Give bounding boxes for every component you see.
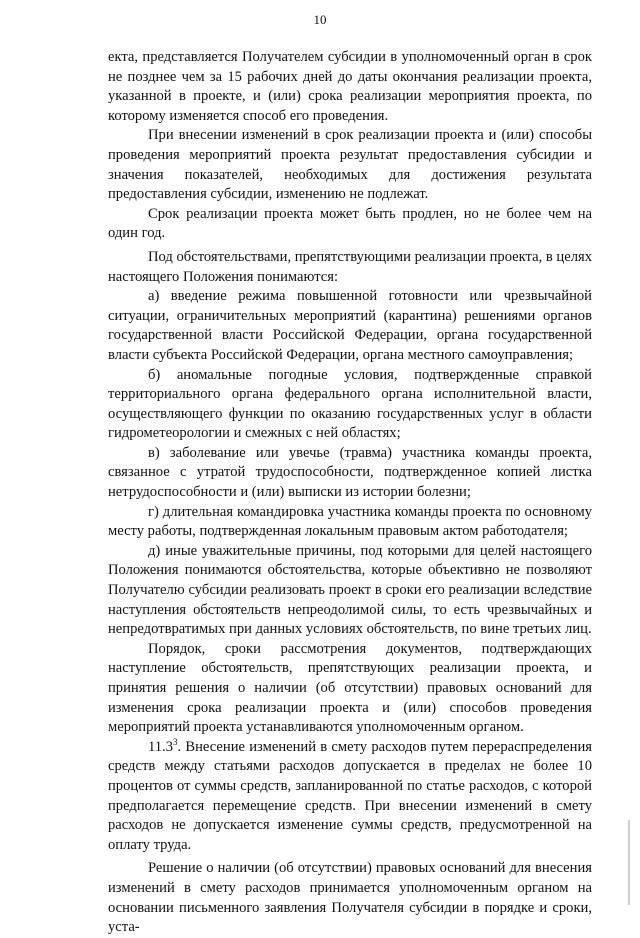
page-body [108, 48, 592, 938]
list-item-a: а) введение режима повышенной готовности или чрезвычайной ситуации, ограничительных мероприятий (карантина) решениями органов государственной власти Российской Федерации, органа государственной власти субъекта Российской Федерации, органа местного самоуправления; [108, 288, 592, 363]
page-number: 10 [313, 12, 327, 27]
clause-text: . Внесение изменений в смету расходов путем перераспределения средств между статьями расходов допускается в пределах не более 10 процентов от суммы средств, запланированной по статье расходов, с которой предполагается перемещение средств. При внесении изменений в смету расходов не допускается изменение суммы средств, предусмотренной на оплату труда. [108, 738, 592, 853]
paragraph: Порядок, сроки рассмотрения документов, подтверждающих наступление обстоятельств, препятствующих реализации проекта, и принятия решения о наличии (об отсутствии) правовых оснований для изменения срока реализации проекта и (или) способов проведения мероприятий проекта устанавливаются уполномоченным органом. [108, 640, 592, 736]
paragraph: При внесении изменений в срок реализации проекта и (или) способы проведения мероприятий проекта результат предоставления субсидии и значения показателей, необходимых для достижения результата предоставления субсидии, изменению не подлежат. [108, 127, 592, 203]
list-item-b: б) аномальные погодные условия, подтвержденные справкой территориального органа федерального органа исполнительной власти, осуществляющего функции по оказанию государственных услуг в области гидрометеорологии и смежных с ней областях; [108, 366, 592, 442]
paragraph: Срок реализации проекта может быть продлен, но не более чем на один год. [108, 205, 592, 242]
clause-11-3 [108, 738, 592, 856]
paragraph-continuation: екта, представляется Получателем субсидии в уполномоченный орган в срок не позднее чем за 15 рабочих дней до даты окончания реализации проекта, указанной в проекте, и (или) срока реализации мероприятия проекта, по которому изменяется способ его проведения. [108, 49, 592, 124]
paragraph-last: Решение о наличии (об отсутствии) правовых оснований для внесения изменений в смету расходов принимается уполномоченным органом на основании письменного заявления Получателя субсидии в порядке и сроки, уста- [108, 860, 592, 936]
list-item-v: в) заболевание или увечье (травма) участника команды проекта, связанное с утратой трудоспособности, подтвержденное копией листка нетрудоспособности и (или) выписки из истории болезни; [108, 444, 592, 501]
list-item-g: г) длительная командировка участника команды проекта по основному месту работы, подтвержденная локальным правовым актом работодателя; [108, 503, 592, 540]
paragraph: Под обстоятельствами, препятствующими реализации проекта, в целях настоящего Положения понимаются: [108, 248, 592, 285]
clause-number: 11.3 [148, 738, 173, 755]
clause-superscript: 3 [173, 736, 178, 747]
scan-edge-line [628, 820, 630, 905]
list-item-d: д) иные уважительные причины, под которыми для целей настоящего Положения понимаются обстоятельства, которые объективно не позволяют Получателю субсидии реализовать проект в сроки его реализации вследствие наступления обстоятельств непреодолимой силы, то есть чрезвычайных и непредотвратимых при данных условиях обстоятельств, по вине третьих лиц. [108, 542, 592, 638]
